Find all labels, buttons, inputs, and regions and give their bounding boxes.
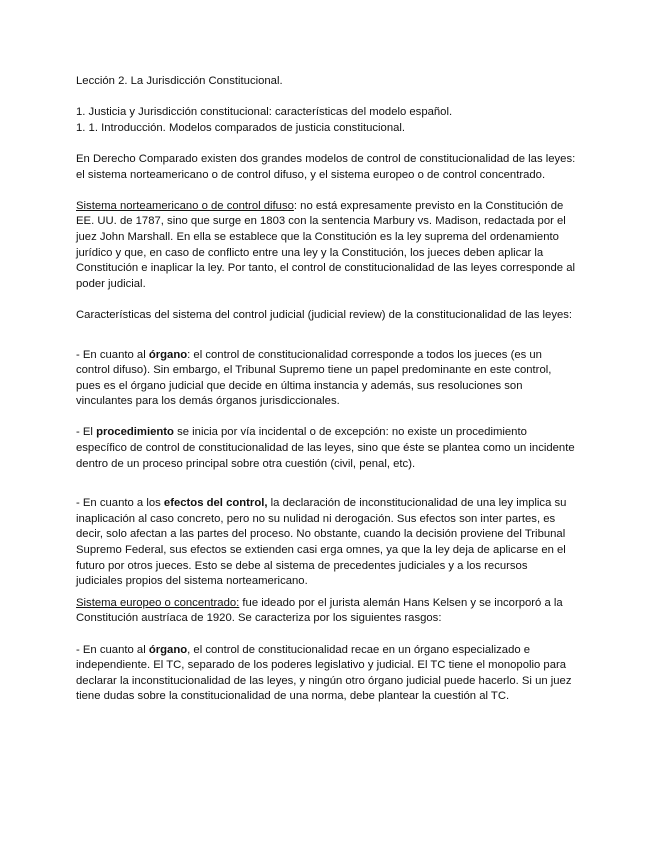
procedure-term: procedimiento — [96, 426, 174, 439]
lesson-title: Lección 2. La Jurisdicción Constitucional. — [76, 75, 283, 87]
organ-paragraph: - En cuanto al órgano: el control de constitucionalidad corresponde a todos los jueces (es un control difuso). Sin embargo, el Tribunal Supremo tiene un papel predominante en este control, pues es el órgano judicial que decide en última instancia y además, sus resoluciones son vinculantes para los demás órganos jurisdiccionales. — [76, 348, 552, 408]
effects-paragraph: - En cuanto a los efectos del control, la declaración de inconstitucionalidad de una ley implica su inaplicación al caso concreto, pero no su nulidad ni derogación. Sus efectos son inter partes, es decir, solo afectan a las partes del proceso. No obstante, cuando la decisión proviene del Tribunal Supremo Federal, sus efectos se extienden casi erga omnes, ya que la ley deja de aplicarse en el futuro por otros jueces. Esto se debe al sistema de precedentes judiciales y a los recursos judiciales propios del sistema norteamericano. — [76, 497, 567, 588]
section-heading: 1. Justicia y Jurisdicción constitucional: características del modelo español. — [76, 106, 453, 119]
european-system-label: Sistema europeo o concentrado: — [76, 596, 240, 609]
characteristics-intro: Características del sistema del control judicial (judicial review) de la constitucionalidad de las leyes: — [76, 308, 573, 321]
effects-term: efectos del control, — [163, 497, 268, 510]
organ-term-european: órgano — [148, 643, 188, 656]
european-system-text: fue ideado por el jurista alemán Hans Kelsen y se incorporó a la Constitución austríaca de 1920. Se caracteriza por los siguientes rasgos: — [76, 596, 563, 625]
american-system-text: : no está expresamente previsto en la Constitución de EE. UU. de 1787, sino que surge en 1803 con la sentencia Marbury vs. Madison, redactada por el juez John Marshall. En ella se establece que la Constitución es la ley suprema del ordenamiento jurídico y que, en caso de conflicto entre una ley y la Constitución, los jueces deben aplicar la Constitución e inaplicar la ley. Por tanto, el control de constitucionalidad de las leyes corresponde al poder judicial. — [76, 199, 576, 290]
european-system-paragraph — [76, 596, 576, 627]
organ-term: órgano — [148, 348, 188, 361]
organ-paragraph-european: - En cuanto al órgano, el control de constitucionalidad recae en un órgano especializado e independiente. El TC, separado de los poderes legislativo y judicial. El TC tiene el monopolio para declarar la inconstitucionalidad de las leyes, y ningún otro órgano judicial puede hacerlo. Si un juez tiene dudas sobre la constitucionalidad de una norma, debe plantear la cuestión al TC. — [76, 643, 572, 703]
intro-paragraph: En Derecho Comparado existen dos grandes modelos de control de constitucionalidad de las leyes: el sistema norteamericano o de control difuso, y el sistema europeo o de control concentrado. — [76, 152, 576, 181]
procedure-paragraph: - El procedimiento se inicia por vía incidental o de excepción: no existe un procedimiento específico de control de constitucionalidad de las leyes, sino que éste se plantea como un incidente dentro de un proceso principal sobre otra cuestión (civil, penal, etc). — [76, 426, 575, 470]
subsection-heading: 1. 1. Introducción. Modelos comparados de justicia constitucional. — [76, 121, 406, 134]
american-system-label: Sistema norteamericano o de control difuso — [76, 199, 294, 212]
document-page — [76, 74, 576, 705]
american-system-paragraph — [76, 199, 576, 293]
